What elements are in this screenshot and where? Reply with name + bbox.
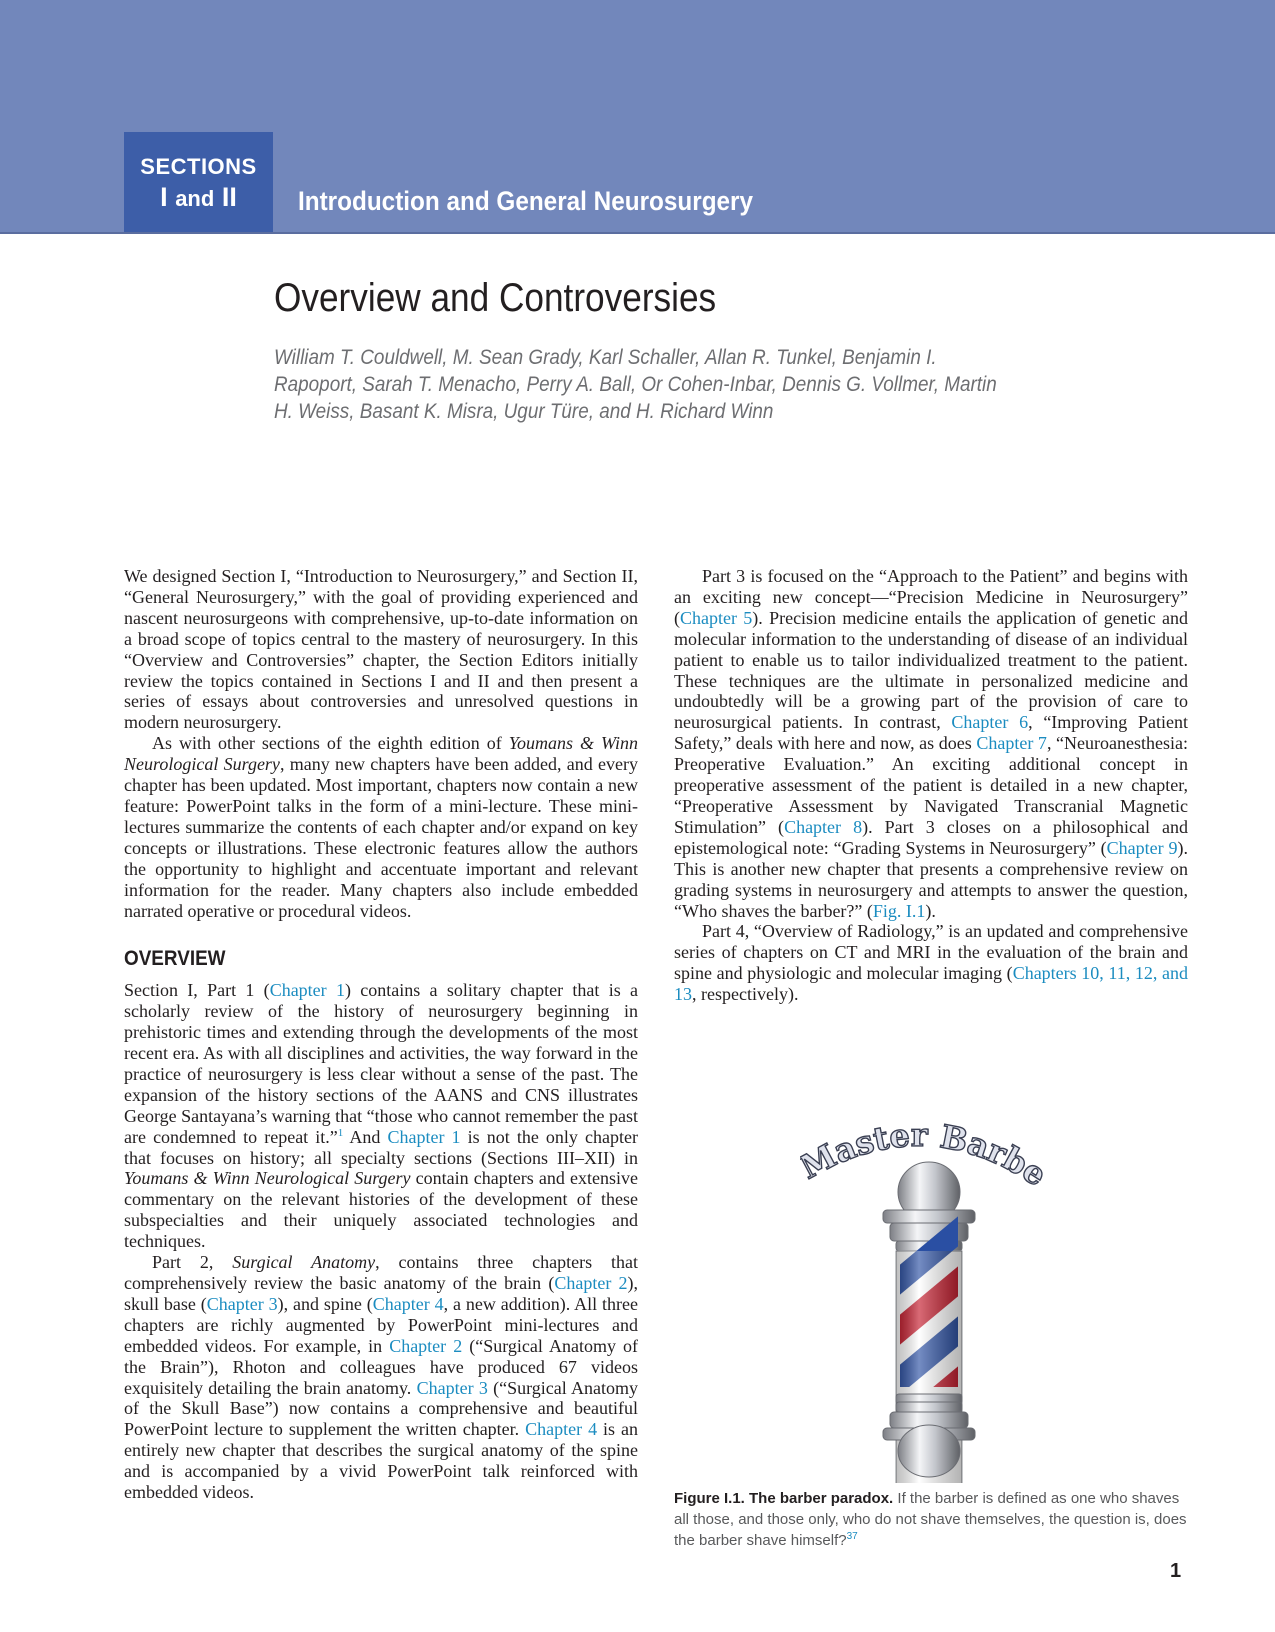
barber-pole-illustration: [800, 1118, 1060, 1483]
section-banner: [0, 0, 1275, 234]
reference-1-link[interactable]: 1: [337, 1126, 344, 1139]
sections-badge: [124, 132, 273, 232]
figure-link[interactable]: Fig. I.1: [872, 900, 926, 921]
caption-label: Figure I.1. The barber paradox.: [674, 1490, 894, 1507]
sections-and: and: [175, 186, 215, 211]
overview-heading: OVERVIEW: [124, 947, 226, 971]
chapter-1-link[interactable]: Chapter 1: [387, 1126, 461, 1147]
paragraph-part2: Part 2, Surgical Anatomy, contains three chapters that comprehensively review the basic anatomy of the brain (Chapter 2), skull base (Chapter 3), and spine (Chapter 4, a new addition). All three chapters are richly augmented by PowerPoint mini-lectures and embedded videos. For example, in Chapter 2 (“Surgical Anatomy of the Brain”), Rhoton and colleagues have produced 67 videos exquisitely detailing the brain anatomy. Chapter 3 (“Surgical Anatomy of the Skull Base”) now contains a comprehensive and beautiful PowerPoint lecture to supplement the written chapter. Chapter 4 is an entirely new chapter that describes the surgical anatomy of the spine and is accompanied by a vivid PowerPoint talk reinforced with embedded videos.: [124, 1252, 639, 1503]
chapter-2-link[interactable]: Chapter 2: [389, 1335, 463, 1356]
figure-caption: [674, 1488, 1194, 1551]
caption-text: If the barber is defined as one who shaves all those, and those only, who do not shave themselves, the question is, does the barber shave himself?: [674, 1490, 1187, 1549]
chapter-6-link[interactable]: Chapter 6: [951, 712, 1029, 733]
book-title: Youmans & Winn Neurological Surgery: [124, 1168, 411, 1189]
left-column: [124, 566, 638, 1503]
paragraph-intro: We designed Section I, “Introduction to Neurosurgery,” and Section II, “General Neurosurgery,” with the goal of providing experienced and nascent neurosurgeons with comprehensive, up-to-date information on a broad scope of topics central to the mastery of neurosurgery. In this “Overview and Controversies” chapter, the Section Editors initially review the topics contained in Sections I and II and then present a series of essays about controversies and unresolved questions in modern neurosurgery.: [124, 566, 638, 733]
banner-title: Introduction and General Neurosurgery: [298, 186, 754, 216]
sections-label: SECTIONS: [140, 154, 257, 179]
chapter-9-link[interactable]: Chapter 9: [1106, 837, 1178, 858]
page-number: 1: [1170, 1560, 1182, 1582]
chapter-authors: William T. Couldwell, M. Sean Grady, Karl Schaller, Allan R. Tunkel, Benjamin I. Rapoport, Sarah T. Menacho, Perry A. Ball, Or Cohen-Inbar, Dennis G. Vollmer, Martin H. Weiss, Basant K. Misra, Ugur Türe, and H. Richard Winn: [274, 346, 997, 423]
barber-pole-figure: [800, 1118, 1060, 1483]
chapter-7-link[interactable]: Chapter 7: [976, 733, 1047, 754]
chapter-4-link[interactable]: Chapter 4: [525, 1419, 598, 1440]
right-column: [674, 566, 1188, 1005]
master-barber-sign: aster Barbe: [828, 1118, 1054, 1194]
chapter-3-link[interactable]: Chapter 3: [206, 1293, 278, 1314]
chapter-5-link[interactable]: Chapter 5: [680, 607, 753, 628]
chapter-2-link[interactable]: Chapter 2: [554, 1273, 628, 1293]
paragraph-part4: Part 4, “Overview of Radiology,” is an updated and comprehensive series of chapters on CT and MRI in the evaluation of the brain and spine and physiologic and molecular imaging (Chapters 10, 11, 12, and 13, respectively).: [674, 921, 1188, 1005]
part-title: Surgical Anatomy: [232, 1252, 376, 1273]
chapter-title: Overview and Controversies: [274, 276, 717, 320]
paragraph-editions: As with other sections of the eighth edition of Youmans & Winn Neurological Surgery, many new chapters have been added, and every chapter has been updated. Most important, chapters now contain a new feature: PowerPoint talks in the form of a mini-lecture. These mini-lectures summarize the contents of each chapter and/or expand on key concepts or illustrations. These electronic features allow the authors the opportunity to highlight and accentuate important and relevant information for the reader. Many chapters also include embedded narrated operative or procedural videos.: [124, 733, 639, 921]
reference-37-link[interactable]: 37: [846, 1531, 858, 1542]
chapter-8-link[interactable]: Chapter 8: [784, 816, 863, 837]
chapter-4-link[interactable]: Chapter 4: [372, 1293, 444, 1314]
chapters-10-13-link[interactable]: Chapters 10, 11, 12, and 13: [674, 963, 1188, 1005]
sections-numbers: [124, 182, 273, 213]
book-title: Youmans & Winn Neurological Surgery: [124, 733, 638, 775]
section-num-b: II: [221, 182, 237, 212]
paragraph-part3: Part 3 is focused on the “Approach to the Patient” and begins with an exciting new concept—“Precision Medicine in Neurosurgery” (Chapter 5). Precision medicine entails the application of genetic and molecular information to the understanding of disease of an individual patient to enable us to tailor individualized treatment to the patient. These techniques are the ultimate in personalized medicine and undoubtedly will be a growing part of the provision of care to neurosurgical patients. In contrast, Chapter 6, “Improving Patient Safety,” deals with here and now, as does Chapter 7, “Neuroanesthesia: Preoperative Evaluation.” An exciting additional concept in preoperative assessment of the patient is detailed in a new chapter, “Preoperative Assessment by Navigated Transcranial Magnetic Stimulation” (Chapter 8). Part 3 closes on a philosophical and epistemological note: “Grading Systems in Neurosurgery” (Chapter 9). This is another new chapter that presents a comprehensive review on grading systems in neurosurgery and attempts to answer the question, “Who shaves the barber?” (Fig. I.1).: [674, 566, 1188, 921]
chapter-3-link[interactable]: Chapter 3: [416, 1377, 488, 1398]
paragraph-part1: Section I, Part 1 (Chapter 1) contains a solitary chapter that is a scholarly review of the history of neurosurgery beginning in prehistoric times and extending through the developments of the most recent era. As with all disciplines and activities, the way forward in the practice of neurosurgery is less clear without a sense of the past. The expansion of the history sections of the AANS and CNS illustrates George Santayana’s warning that “those who cannot remember the past are condemned to repeat it.”$^1$ And Chapter 1 is not the only chapter that focuses on history; all specialty sections (Sections III–XII) in Youmans & Winn Neurological Surgery contain chapters and extensive commentary on the relevant histories of the development of these subspecialties and their uniquely associated technologies and techniques.: [124, 980, 639, 1252]
section-num-a: I: [160, 182, 168, 212]
chapter-1-link[interactable]: Chapter 1: [269, 980, 345, 1001]
